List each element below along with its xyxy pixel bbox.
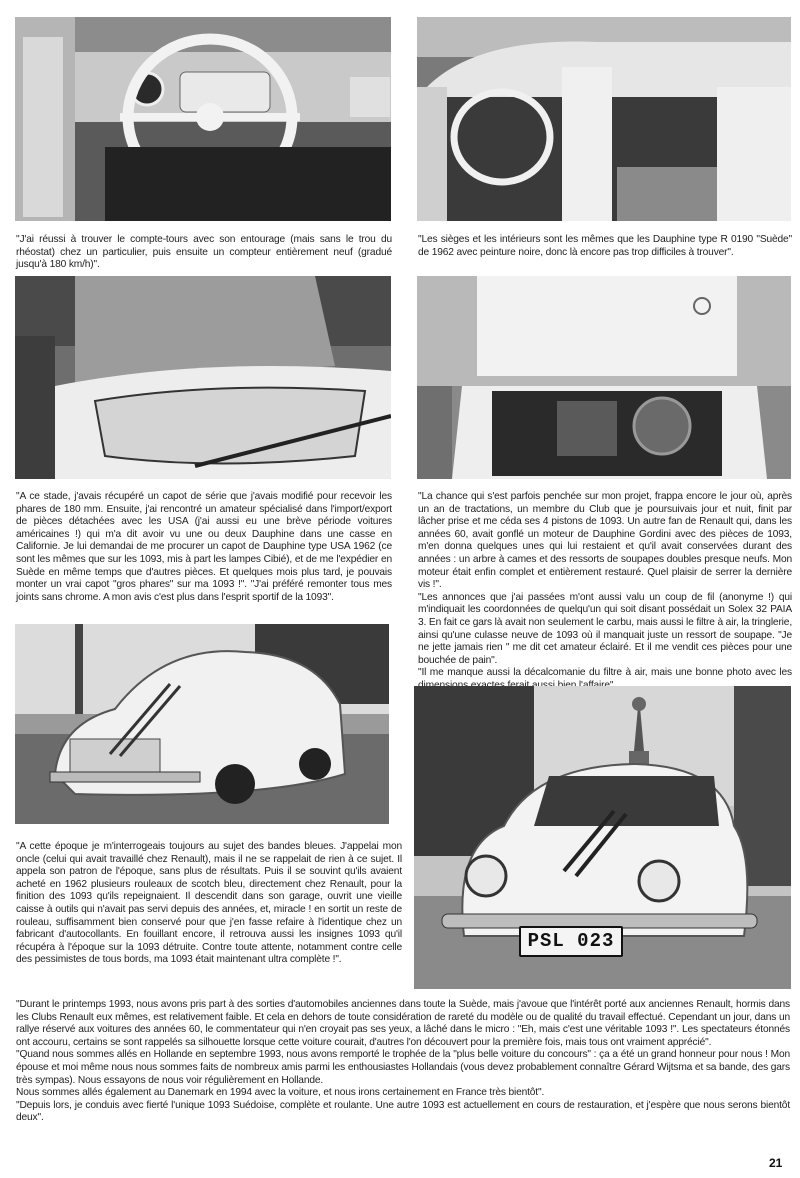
caption-final-p4: "Depuis lors, je conduis avec fierté l'unique 1093 Suédoise, complète et roulante. Une autre 1093 est actuellement en cours de restauration, et j'espère que nous serons bientôt deux". (16, 1099, 790, 1124)
photo-dashboard (15, 17, 391, 221)
caption-trunk-text: "A ce stade, j'avais récupéré un capot de série que j'avais modifié pour recevoir les phares de 180 mm. Ensuite, j'ai rencontré un amateur spécialisé dans l'import/export de pièces détachées avec les USA (j'ai aussi eu une brève période voitures américaines !) qui m'a dit avoir vu une ou deux Dauphine dans une casse en Californie. Je lui demandai de me procurer un capot de Dauphine type USA 1962 (ce sont les mêmes que sur les 1093, mis à part les lampes Cibié), et de me l'expédier en Suède en même temps que d'autres pièces. Et quelques mois plus tard, je pouvais monter un vrai capot "gros phares" sur ma 1093 !". "J'ai préféré remonter tous mes joints sans chrome. A mon avis c'est plus dans l'esprit sportif de la 1093". (16, 491, 392, 603)
caption-final-p1: "Durant le printemps 1993, nous avons pris part à des sorties d'automobiles anciennes dans toute la Suède, mais j'avoue que l'intérêt porté aux anciennes Renault, hormis dans les Clubs Renault eux mêmes, est relativement faible. Et cela en dehors de toute considération de rareté du modèle ou de qualité du travail effectué. Cependant un jour, dans un rallye réservé aux voitures des années 60, le commentateur qui n'en croyait pas ses yeux, a lâché dans le micro : "Eh, mais c'est une véritable 1093 !". Les spectateurs étonnés ont accouru, certains se sont rappelés sa silhouette lorsque cette voiture courait, d'autres l'on découvert pour la première fois, mais tous ont vraiment apprécié". (16, 999, 790, 1048)
caption-final-p2: "Quand nous sommes allés en Hollande en septembre 1993, nous avons remporté le trophée de la "plus belle voiture du concours" : ça a été un grand honneur pour nous ! Mon épouse et moi même nous nous sommes faits de nombreux amis parmi les enthousiastes Hollandais (vous devez probablement connaître Gérard Wijtsma et sa bande, des gars très sympas). Nous essayons de nous voir régulièrement en Hollande. (16, 1049, 790, 1086)
caption-seats-text: "Les sièges et les intérieurs sont les mêmes que les Dauphine type R 0190 "Suède" de 1962 avec peinture noire, donc là encore pas trop difficiles à trouver". (418, 234, 792, 258)
photo-engine (417, 276, 791, 479)
caption-engine-p1: "La chance qui s'est parfois penchée sur mon projet, frappa encore le jour où, après un an de tractations, un membre du Club que je poursuivais jour et nuit, finit par lâcher prise et me céda ses 4 pistons de 1093. Un autre fan de Renault qui, dans les années 60, avait gonflé un moteur de Dauphine Gordini avec des pièces de 1093, m'en donna quelques unes qui lui restaient et qu'il avait conservées durant des années : un arbre à cames et des ressorts de soupapes doubles presque neufs. Mon moteur était enfin complet et entièrement restauré. Quel plaisir de serrer la dernière vis !". (418, 491, 792, 591)
license-plate: PSL 023 (519, 926, 623, 957)
caption-final (16, 999, 790, 1125)
caption-engine-p2: "Les annonces que j'ai passées m'ont aussi valu un coup de fil (anonyme !) qui m'indiquait les coordonnées de quelqu'un qui soit disant possédait un Solex 32 PAIA 3. En fait ce gars là avait non seulement le carbu, mais aussi le filtre à air, la tringlerie, ainsi qu'une culasse neuve de 1093 où il manquait juste un ressort de soupape. "Je ne jette jamais rien " me dit cet amateur éclairé. Et il me vendit ces pièces pour une bouchée de pain". (418, 591, 792, 666)
photo-seats (417, 17, 791, 221)
caption-stripes (16, 841, 402, 967)
caption-stripes-text: "A cette époque je m'interrogeais toujours au sujet des bandes bleues. J'appelai mon oncle (celui qui avait travaillé chez Renault), mais il ne se rappelait de rien à ce sujet. Il appela son patron de l'époque, sans plus de résultats. Puis il se souvint qu'ils avaient acheté en 1962 plusieurs rouleaux de scotch bleu, directement chez Renault, pour la finition des 1093 qu'ils repeignaient. Il descendit dans son garage, ouvrit une vieille caisse à outils qui n'avait pas servi depuis des années, et, miracle ! en sortit un reste de rouleau, suffisamment bien conservé pour que j'en fasse refaire à l'identique chez un fabricant d'autocollants. En fouillant encore, il retrouva aussi les insignes 1093 qu'il récupéra à l'époque sur la 1093 détruite. Contre toute attente, notamment contre celle des pessimistes de tous bords, ma 1093 était maintenant ultra complète !". (16, 841, 402, 966)
caption-engine-p3: "Il me manque aussi la décalcomanie du filtre à air, mais une bonne photo avec les (418, 667, 792, 679)
caption-interior-text: "J'ai réussi à trouver le compte-tours avec son entourage (mais sans le trou du rhéostat) chez un particulier, puis ensuite un compteur entièrement neuf (gradué jusqu'à 180 km/h)". (16, 234, 392, 271)
caption-engine (418, 491, 792, 693)
photo-trunk (15, 276, 391, 479)
photo-rear-view (15, 624, 389, 824)
page-number: 21 (769, 1156, 783, 1170)
caption-seats (418, 234, 792, 259)
caption-interior (16, 234, 392, 272)
caption-final-p3: Nous sommes allés également au Danemark en 1994 avec la voiture, et nous irons certainement en France très bientôt". (16, 1087, 545, 1099)
caption-trunk (16, 491, 392, 604)
